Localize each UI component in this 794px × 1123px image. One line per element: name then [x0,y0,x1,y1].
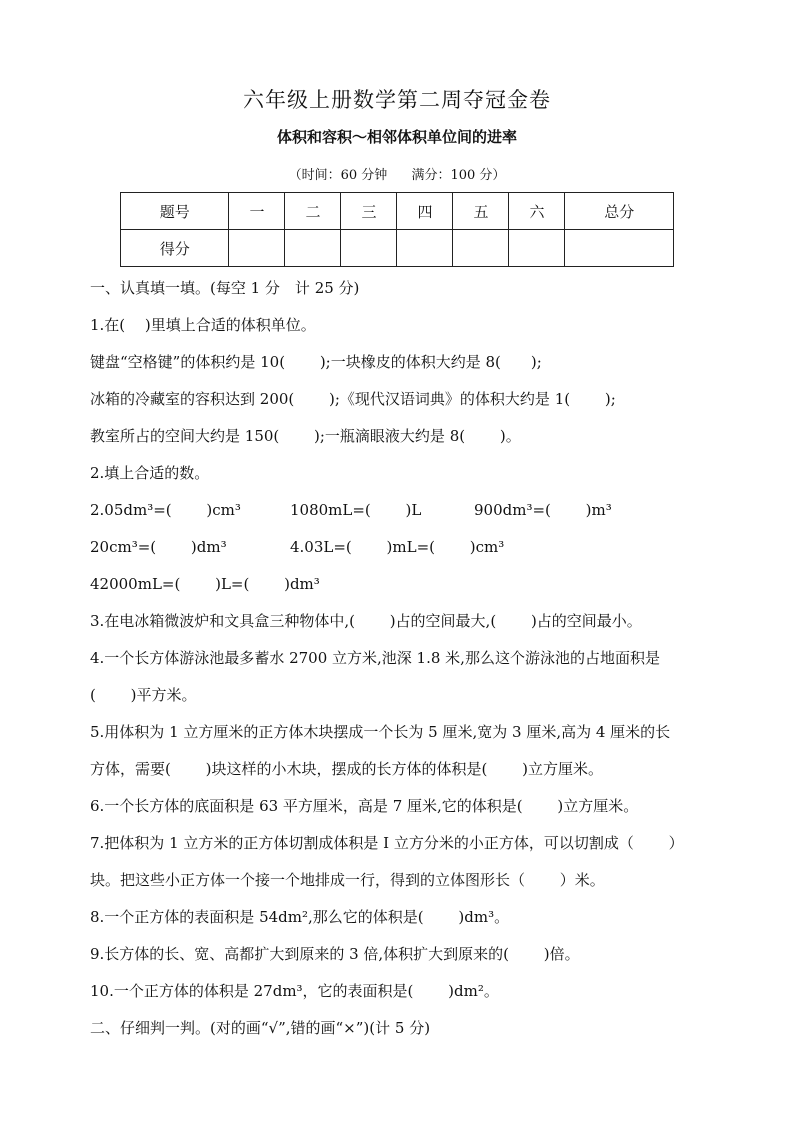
question-5-line-1: 5.用体积为 1 立方厘米的正方体木块摆成一个长为 5 厘米,宽为 3 厘米,高为 4 厘米的长 [90,723,671,741]
page-subtitle: 体积和容积～相邻体积单位间的进率 [276,128,517,146]
exam-full-score: 满分：100 分） [411,168,506,183]
section-2-heading: 二、仔细判一判。(对的画“√”,错的画“×”)(计 5 分) [90,1019,431,1037]
question-7-line-2: 块。把这些小正方体一个接一个地排成一行，得到的立体图形长（ ）米。 [90,871,605,889]
score-empty-cell[interactable] [285,230,341,267]
question-1-part-c: 教室所占的空间大约是 150( );一瓶滴眼液大约是 8( )。 [90,427,521,445]
question-2: 2.填上合适的数。 [90,464,210,482]
question-9: 9.长方体的长、宽、高都扩大到原来的 3 倍,体积扩大到原来的( )倍。 [90,945,580,963]
score-cell: 题号 [121,193,229,230]
score-table-score-row [121,230,674,267]
score-cell: 总分 [565,193,674,230]
score-cell: 六 [509,193,565,230]
question-1-part-b: 冰箱的冷藏室的容积达到 200( );《现代汉语词典》的体积大约是 1( ); [90,390,616,408]
question-6: 6.一个长方体的底面积是 63 平方厘米，高是 7 厘米,它的体积是( )立方厘米。 [90,797,639,815]
score-table-header-row [121,193,674,230]
score-empty-cell[interactable] [341,230,397,267]
question-3: 3.在电冰箱微波炉和文具盒三种物体中,( )占的空间最大,( )占的空间最小。 [90,612,642,630]
question-2-row-1 [90,498,720,535]
score-cell: 五 [453,193,509,230]
exam-time: （时间：60 分钟 [288,168,388,183]
score-empty-cell[interactable] [509,230,565,267]
question-1-part-a: 键盘“空格键”的体积约是 10( );一块橡皮的体积大约是 8( ); [90,353,542,371]
score-table [120,192,674,267]
conversion-item: 900dm³=( )m³ [474,501,612,519]
score-cell: 一 [229,193,285,230]
question-4-line-2: ( )平方米。 [90,686,197,704]
question-8: 8.一个正方体的表面积是 54dm²,那么它的体积是( )dm³。 [90,908,510,926]
score-row-label: 得分 [121,230,229,267]
score-cell: 三 [341,193,397,230]
conversion-item: 4.03L=( )mL=( )cm³ [290,538,505,556]
question-10: 10.一个正方体的体积是 27dm³，它的表面积是( )dm²。 [90,982,499,1000]
page-title: 六年级上册数学第二周夺冠金卷 [243,88,551,112]
question-1: 1.在( )里填上合适的体积单位。 [90,316,316,334]
question-2-row-3: 42000mL=( )L=( )dm³ [90,575,320,593]
score-empty-cell[interactable] [453,230,509,267]
question-7-line-1: 7.把体积为 1 立方米的正方体切割成体积是 I 立方分米的小正方体，可以切割成（ ） [90,834,684,852]
score-cell: 二 [285,193,341,230]
exam-meta [0,164,794,183]
conversion-item: 2.05dm³=( )cm³ [90,501,241,519]
question-4-line-1: 4.一个长方体游泳池最多蓄水 2700 立方米,池深 1.8 米,那么这个游泳池的占地面积是 [90,649,660,667]
exam-content [90,276,720,1053]
score-empty-cell[interactable] [565,230,674,267]
score-empty-cell[interactable] [229,230,285,267]
score-cell: 四 [397,193,453,230]
question-5-line-2: 方体，需要( )块这样的小木块，摆成的长方体的体积是( )立方厘米。 [90,760,603,778]
section-heading: 一、认真填一填。(每空 1 分 计 25 分) [90,279,360,297]
conversion-item: 1080mL=( )L [290,501,422,519]
score-empty-cell[interactable] [397,230,453,267]
question-2-row-2 [90,535,720,572]
conversion-item: 20cm³=( )dm³ [90,538,227,556]
